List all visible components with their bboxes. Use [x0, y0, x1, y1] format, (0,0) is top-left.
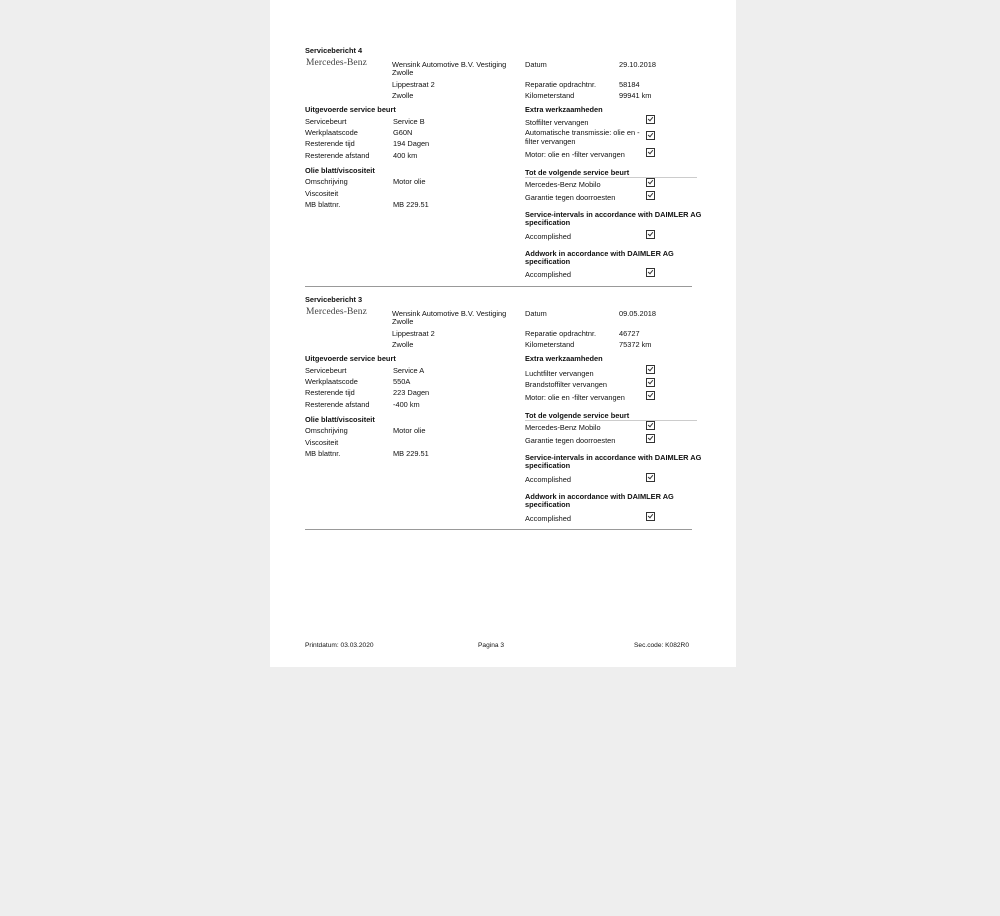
service-intervals-status: Accomplished: [525, 232, 572, 241]
mercedes-benz-logo: Mercedes-Benz: [306, 58, 367, 68]
addwork-status: Accomplished: [525, 270, 572, 279]
order-number-label: Reparatie opdrachtnr.: [525, 80, 597, 89]
checkbox-checked-icon: [646, 434, 655, 443]
date-label: Datum: [525, 60, 547, 69]
oil-description-value: Motor olie: [393, 426, 426, 435]
checkbox-checked-icon: [646, 148, 655, 157]
service-type-label: Servicebeurt: [305, 117, 347, 126]
remaining-time-value: 223 Dagen: [393, 388, 430, 397]
workshop-code-label: Werkplaatscode: [305, 128, 358, 137]
remaining-time-label: Resterende tijd: [305, 139, 355, 148]
workshop-code-value: G60N: [393, 128, 413, 137]
mileage-value: 99941 km: [619, 91, 652, 100]
checkbox-checked-icon: [646, 131, 655, 140]
print-date: Printdatum: 03.03.2020: [305, 642, 374, 649]
service-heading: Uitgevoerde service beurt: [305, 105, 396, 114]
mercedes-benz-logo: Mercedes-Benz: [306, 307, 367, 317]
mileage-label: Kilometerstand: [525, 91, 575, 100]
dealer-city: Zwolle: [392, 340, 414, 349]
dealer-city: Zwolle: [392, 91, 414, 100]
service-intervals-status: Accomplished: [525, 475, 572, 484]
service-report-3: [270, 249, 736, 916]
checkbox-checked-icon: [646, 378, 655, 387]
order-number-value: 46727: [619, 329, 640, 338]
mb-sheet-label: MB blattnr.: [305, 200, 341, 209]
oil-heading: Olie blatt/viscositeit: [305, 415, 375, 424]
document-page: [270, 0, 736, 667]
mileage-value: 75372 km: [619, 340, 652, 349]
workshop-code-label: Werkplaatscode: [305, 377, 358, 386]
oil-description-value: Motor olie: [393, 177, 426, 186]
remaining-distance-label: Resterende afstand: [305, 400, 370, 409]
next-service-heading: Tot de volgende service beurt: [525, 168, 630, 177]
mb-sheet-value: MB 229.51: [393, 449, 429, 458]
mileage-label: Kilometerstand: [525, 340, 575, 349]
dealer-name-line2: Zwolle: [392, 317, 414, 326]
security-code: Sec.code: K082R0: [634, 642, 689, 649]
remaining-time-label: Resterende tijd: [305, 388, 355, 397]
report-separator: [305, 529, 692, 530]
checkbox-checked-icon: [646, 473, 655, 482]
service-heading: Uitgevoerde service beurt: [305, 354, 396, 363]
checkbox-checked-icon: [646, 421, 655, 430]
service-intervals-heading: Service-intervals in accordance with DAIMLER AG specification: [525, 453, 702, 470]
remaining-distance-label: Resterende afstand: [305, 151, 370, 160]
extra-work-item: Automatische transmissie: olie en -filter vervangen: [525, 128, 640, 146]
section-divider: [525, 177, 697, 178]
extra-work-item: Brandstoffilter vervangen: [525, 380, 608, 389]
dealer-name: Wensink Automotive B.V. Vestiging: [392, 309, 507, 318]
page-number: Pagina 3: [478, 642, 505, 649]
next-service-item: Garantie tegen doorroesten: [525, 193, 616, 202]
checkbox-checked-icon: [646, 115, 655, 124]
remaining-distance-value: 400 km: [393, 151, 418, 160]
order-number-value: 58184: [619, 80, 640, 89]
addwork-heading: Addwork in accordance with DAIMLER AG specification: [525, 492, 674, 509]
checkbox-checked-icon: [646, 365, 655, 374]
viscosity-label: Viscositeit: [305, 438, 339, 447]
checkbox-checked-icon: [646, 512, 655, 521]
mb-sheet-value: MB 229.51: [393, 200, 429, 209]
extra-work-item: Luchtfilter vervangen: [525, 369, 594, 378]
service-type-value: Service B: [393, 117, 425, 126]
dealer-name: Wensink Automotive B.V. Vestiging: [392, 60, 507, 69]
service-intervals-heading: Service-intervals in accordance with DAIMLER AG specification: [525, 210, 702, 227]
remaining-distance-value: -400 km: [393, 400, 420, 409]
date-label: Datum: [525, 309, 547, 318]
viscosity-label: Viscositeit: [305, 189, 339, 198]
checkbox-checked-icon: [646, 178, 655, 187]
oil-heading: Olie blatt/viscositeit: [305, 166, 375, 175]
next-service-item: Garantie tegen doorroesten: [525, 436, 616, 445]
checkbox-checked-icon: [646, 230, 655, 239]
extra-work-heading: Extra werkzaamheden: [525, 105, 603, 114]
report-title: Servicebericht 3: [305, 295, 363, 304]
workshop-code-value: 550A: [393, 377, 411, 386]
checkbox-checked-icon: [646, 391, 655, 400]
service-type-label: Servicebeurt: [305, 366, 347, 375]
dealer-street: Lippestraat 2: [392, 329, 435, 338]
date-value: 09.05.2018: [619, 309, 656, 318]
next-service-item: Mercedes-Benz Mobilo: [525, 180, 601, 189]
dealer-name-line2: Zwolle: [392, 68, 414, 77]
report-title: Servicebericht 4: [305, 46, 363, 55]
checkbox-checked-icon: [646, 191, 655, 200]
addwork-status: Accomplished: [525, 514, 572, 523]
remaining-time-value: 194 Dagen: [393, 139, 430, 148]
extra-work-item: Motor: olie en -filter vervangen: [525, 150, 625, 159]
section-divider: [525, 420, 697, 421]
next-service-item: Mercedes-Benz Mobilo: [525, 423, 601, 432]
oil-description-label: Omschrijving: [305, 426, 348, 435]
extra-work-item: Stoffilter vervangen: [525, 118, 589, 127]
mb-sheet-label: MB blattnr.: [305, 449, 341, 458]
oil-description-label: Omschrijving: [305, 177, 348, 186]
addwork-heading: Addwork in accordance with DAIMLER AG specification: [525, 249, 674, 266]
extra-work-item: Motor: olie en -filter vervangen: [525, 393, 625, 402]
dealer-street: Lippestraat 2: [392, 80, 435, 89]
date-value: 29.10.2018: [619, 60, 656, 69]
order-number-label: Reparatie opdrachtnr.: [525, 329, 597, 338]
service-type-value: Service A: [393, 366, 425, 375]
next-service-heading: Tot de volgende service beurt: [525, 411, 630, 420]
extra-work-heading: Extra werkzaamheden: [525, 354, 603, 363]
